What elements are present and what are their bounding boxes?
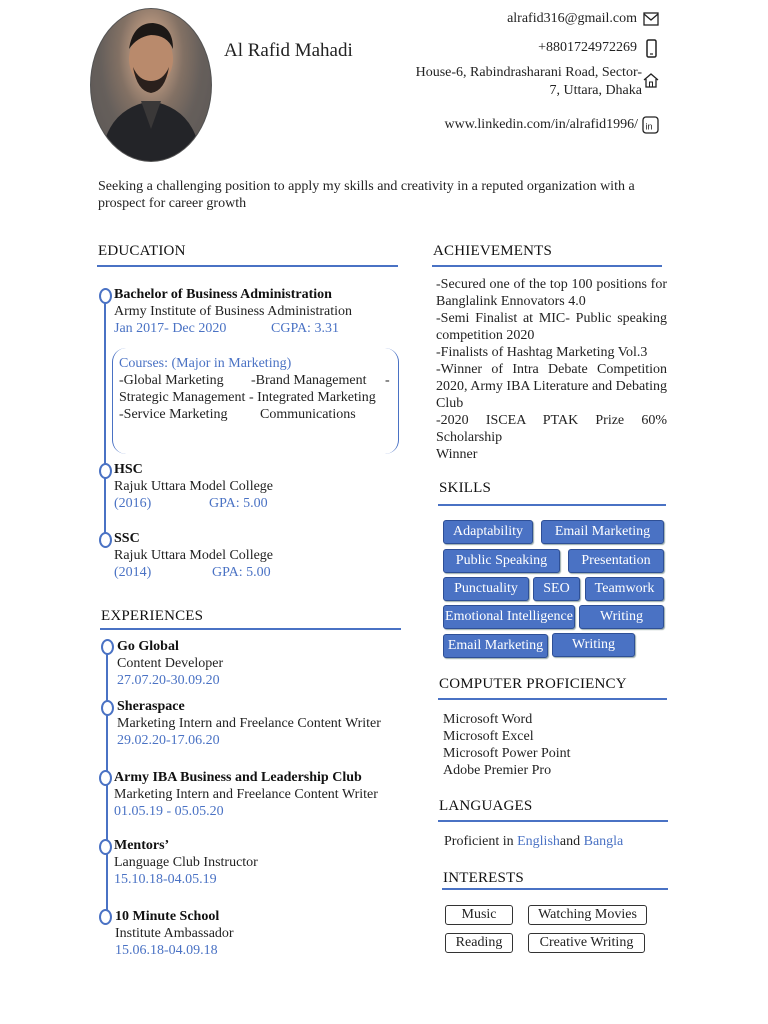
experience-role: Language Club Instructor <box>114 855 258 870</box>
education-grade: CGPA: 3.31 <box>271 321 339 336</box>
skill-chip: Email Marketing <box>443 634 548 658</box>
experience-role: Institute Ambassador <box>115 926 234 941</box>
experience-period: 27.07.20-30.09.20 <box>117 673 220 688</box>
home-icon <box>643 72 659 93</box>
linkedin-text[interactable]: www.linkedin.com/in/alrafid1996/ <box>444 117 638 132</box>
experience-role: Marketing Intern and Freelance Content Writer <box>114 787 378 802</box>
experience-period: 15.10.18-04.05.19 <box>114 872 217 887</box>
courses-col1-2: -Service Marketing <box>119 407 228 422</box>
timeline-dot <box>99 839 112 855</box>
career-objective: Seeking a challenging position to apply my skills and creativity in a reputed organization with a prospect for career growth <box>98 179 635 211</box>
skill-chip: Writing <box>579 605 664 629</box>
computer-title: COMPUTER PROFICIENCY <box>439 676 627 692</box>
degree-title: Bachelor of Business Administration <box>114 287 332 302</box>
education-item-ssc <box>114 530 394 581</box>
experiences-title: EXPERIENCES <box>101 608 204 624</box>
achievements-rule <box>432 265 662 267</box>
interest-chip: Creative Writing <box>528 933 645 953</box>
experience-period: 01.05.19 - 05.05.20 <box>114 804 224 819</box>
person-name: Al Rafid Mahadi <box>224 40 353 61</box>
phone-text[interactable]: +8801724972269 <box>538 40 637 55</box>
achievement-line: Banglalink Ennovators 4.0 <box>436 294 586 309</box>
language-english: English <box>517 834 560 849</box>
experience-period: 29.02.20-17.06.20 <box>117 733 220 748</box>
interest-chip: Watching Movies <box>528 905 647 925</box>
education-rule <box>97 265 398 267</box>
education-period: (2014) <box>114 565 152 580</box>
skill-chip: Writing <box>552 633 635 657</box>
timeline-dot <box>101 639 114 655</box>
interest-chip: Reading <box>445 933 513 953</box>
languages-text <box>444 833 623 850</box>
skill-chip: Adaptability <box>443 520 533 544</box>
skills-title: SKILLS <box>439 480 492 496</box>
timeline-dot <box>99 463 112 479</box>
courses-dash: - <box>385 373 390 388</box>
education-period: Jan 2017- Dec 2020 <box>114 321 227 336</box>
address-line2: 7, Uttara, Dhaka <box>549 83 642 98</box>
achievements-title: ACHIEVEMENTS <box>433 243 553 259</box>
courses-col2-2: Communications <box>260 407 356 422</box>
education-timeline <box>104 296 106 542</box>
email-text[interactable]: alrafid316@gmail.com <box>507 11 637 26</box>
achievements-list <box>436 276 667 463</box>
achievement-line: -Winner of Intra Debate Competition <box>436 362 667 377</box>
computer-item: Adobe Premier Pro <box>443 763 552 778</box>
experience-org: Army IBA Business and Leadership Club <box>114 770 362 785</box>
mail-icon <box>643 12 659 31</box>
computer-rule <box>438 698 667 700</box>
interest-chip: Music <box>445 905 513 925</box>
timeline-dot <box>101 700 114 716</box>
skill-chip: Emotional Intelligence <box>443 605 575 629</box>
skills-rule <box>438 504 666 506</box>
achievement-line: Club <box>436 396 464 411</box>
person-silhouette <box>91 9 211 161</box>
experience-org: 10 Minute School <box>115 909 220 924</box>
education-grade: GPA: 5.00 <box>212 565 271 580</box>
achievement-line: 2020, Army IBA Literature and Debating <box>436 379 667 394</box>
experience-item <box>114 769 378 820</box>
address-line1: House-6, Rabindrasharani Road, Sector- <box>415 65 642 80</box>
degree-title: HSC <box>114 462 143 477</box>
languages-title: LANGUAGES <box>439 798 533 814</box>
languages-prefix: Proficient in <box>444 834 514 849</box>
experience-org: Mentors’ <box>114 838 170 853</box>
interests-title: INTERESTS <box>443 870 524 886</box>
linkedin-icon <box>642 116 659 139</box>
skill-chip: Presentation <box>568 549 664 573</box>
courses-col1-0: -Global Marketing <box>119 373 224 388</box>
school-name: Army Institute of Business Administration <box>114 304 352 319</box>
education-item-hsc <box>114 461 394 512</box>
phone-icon <box>646 39 657 63</box>
education-grade: GPA: 5.00 <box>209 496 268 511</box>
computer-item: Microsoft Excel <box>443 729 534 744</box>
experience-item <box>117 638 223 689</box>
language-bangla: Bangla <box>583 834 624 849</box>
experience-role: Marketing Intern and Freelance Content Writer <box>117 716 381 731</box>
experiences-rule <box>100 628 401 630</box>
courses-col2-1: - Integrated Marketing <box>249 390 376 405</box>
languages-rule <box>438 820 668 822</box>
achievement-line: competition 2020 <box>436 328 535 343</box>
achievement-line: -Finalists of Hashtag Marketing Vol.3 <box>436 345 648 360</box>
experience-org: Sheraspace <box>117 699 185 714</box>
education-title: EDUCATION <box>98 243 186 259</box>
skill-chip: Punctuality <box>443 577 529 601</box>
degree-title: SSC <box>114 531 140 546</box>
languages-and: and <box>559 834 581 849</box>
timeline-dot <box>99 532 112 548</box>
school-name: Rajuk Uttara Model College <box>114 548 274 563</box>
skill-chip: SEO <box>533 577 580 601</box>
school-name: Rajuk Uttara Model College <box>114 479 274 494</box>
timeline-dot <box>99 288 112 304</box>
experience-org: Go Global <box>117 639 179 654</box>
experience-item <box>117 698 381 749</box>
achievement-line: Winner <box>436 447 478 462</box>
computer-item: Microsoft Word <box>443 712 533 727</box>
profile-photo <box>90 8 212 162</box>
interests-rule <box>442 888 668 890</box>
computer-list <box>443 711 571 779</box>
skill-chip: Email Marketing <box>541 520 664 544</box>
achievement-line: -Semi Finalist at MIC- Public speaking <box>436 311 667 326</box>
education-item-bba <box>114 286 404 337</box>
timeline-dot <box>99 909 112 925</box>
courses-col1-1: Strategic Management <box>119 390 246 405</box>
skill-chip: Public Speaking <box>443 549 560 573</box>
courses-heading: Courses: (Major in Marketing) <box>119 356 292 371</box>
achievement-line: -2020 ISCEA PTAK Prize 60% Scholarship <box>436 413 667 445</box>
experience-item <box>115 908 234 959</box>
courses-col2-0: -Brand Management <box>251 373 367 388</box>
computer-item: Microsoft Power Point <box>443 746 571 761</box>
experience-period: 15.06.18-04.09.18 <box>115 943 218 958</box>
achievement-line: -Secured one of the top 100 positions for <box>436 277 667 292</box>
timeline-dot <box>99 770 112 786</box>
skill-chip: Teamwork <box>585 577 664 601</box>
svg-text:in: in <box>645 121 653 132</box>
experience-role: Content Developer <box>117 656 224 671</box>
education-period: (2016) <box>114 496 152 511</box>
experience-item <box>114 837 258 888</box>
